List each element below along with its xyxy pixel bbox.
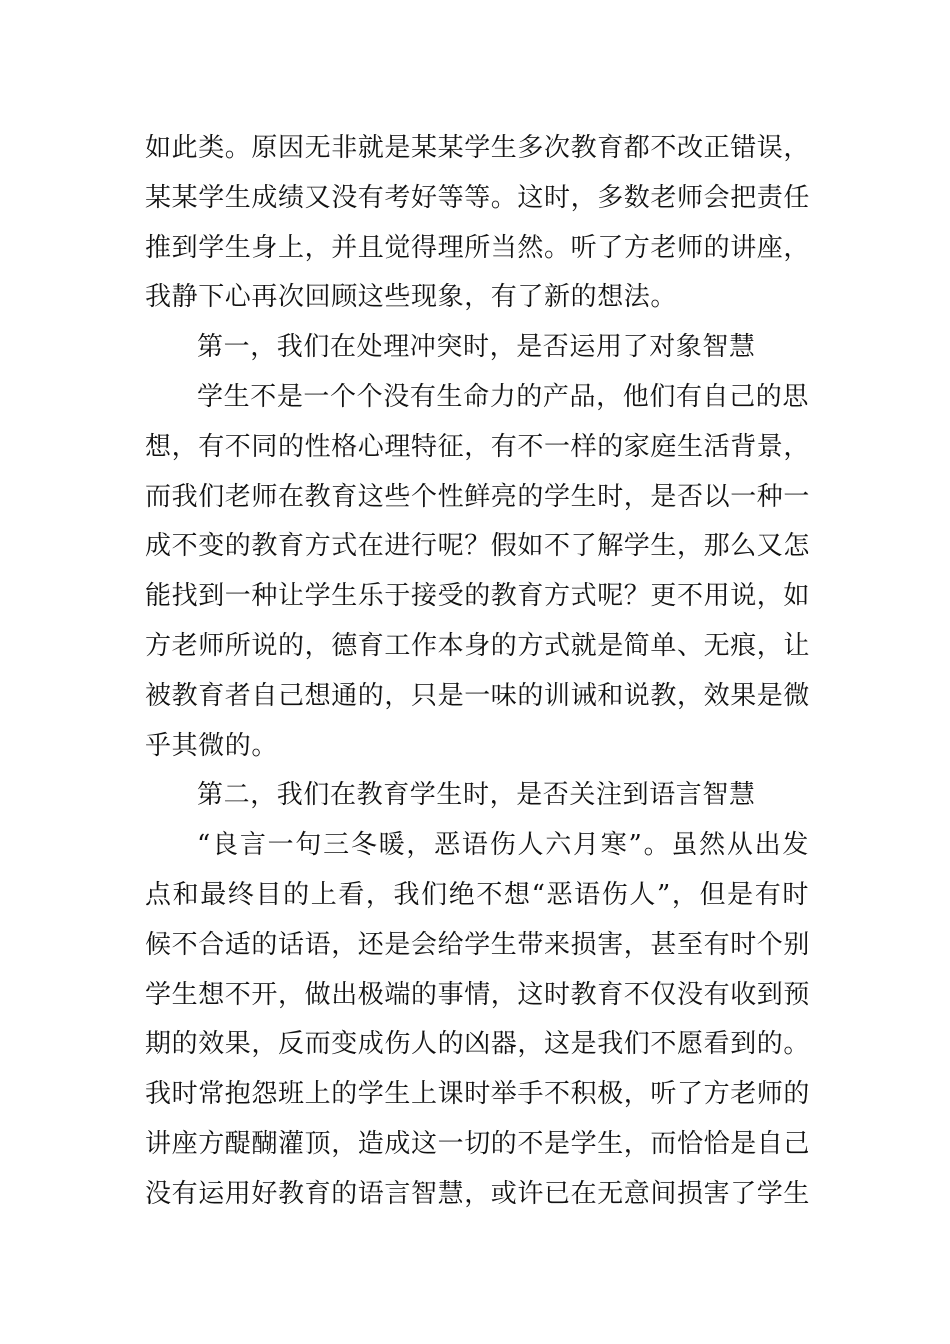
text-line: 推到学生身上，并且觉得理所当然。听了方老师的讲座， bbox=[145, 232, 811, 263]
text-line: 我静下心再次回顾这些现象，有了新的想法。 bbox=[145, 282, 678, 313]
text-line: 候不合适的话语，还是会给学生带来损害，甚至有时个别 bbox=[145, 929, 811, 960]
text-line: 被教育者自己想通的，只是一味的训诫和说教，效果是微 bbox=[145, 680, 811, 711]
text-line: 而我们老师在教育这些个性鲜亮的学生时，是否以一种一 bbox=[145, 481, 811, 512]
text-line: 第一，我们在处理冲突时，是否运用了对象智慧 bbox=[197, 332, 756, 363]
text-line: 学生想不开，做出极端的事情，这时教育不仅没有收到预 bbox=[145, 979, 811, 1010]
text-line: 第二，我们在教育学生时，是否关注到语言智慧 bbox=[197, 780, 756, 811]
text-line: 成不变的教育方式在进行呢？假如不了解学生，那么又怎 bbox=[145, 531, 811, 562]
text-line: 我时常抱怨班上的学生上课时举手不积极，听了方老师的 bbox=[145, 1079, 811, 1110]
text-line: 想，有不同的性格心理特征，有不一样的家庭生活背景， bbox=[145, 431, 811, 462]
text-line: 学生不是一个个没有生命力的产品，他们有自己的思 bbox=[197, 381, 809, 412]
text-line: 期的效果，反而变成伤人的凶器，这是我们不愿看到的。 bbox=[145, 1029, 811, 1060]
text-line: 讲座方醍醐灌顶，造成这一切的不是学生，而恰恰是自己 bbox=[145, 1128, 811, 1159]
text-line: 点和最终目的上看，我们绝不想“恶语伤人”，但是有时 bbox=[145, 879, 809, 910]
text-line: 如此类。原因无非就是某某学生多次教育都不改正错误， bbox=[145, 133, 811, 163]
text-line: 某某学生成绩又没有考好等等。这时，多数老师会把责任 bbox=[145, 182, 811, 213]
text-line: 能找到一种让学生乐于接受的教育方式呢？更不用说，如 bbox=[145, 581, 811, 612]
text-line: 没有运用好教育的语言智慧，或许已在无意间损害了学生 bbox=[145, 1178, 811, 1209]
text-line: “良言一句三冬暖，恶语伤人六月寒”。虽然从出发 bbox=[197, 830, 809, 861]
text-line: 方老师所说的，德育工作本身的方式就是简单、无痕，让 bbox=[145, 630, 811, 661]
text-line: 乎其微的。 bbox=[145, 730, 279, 761]
body-text bbox=[145, 124, 809, 1220]
